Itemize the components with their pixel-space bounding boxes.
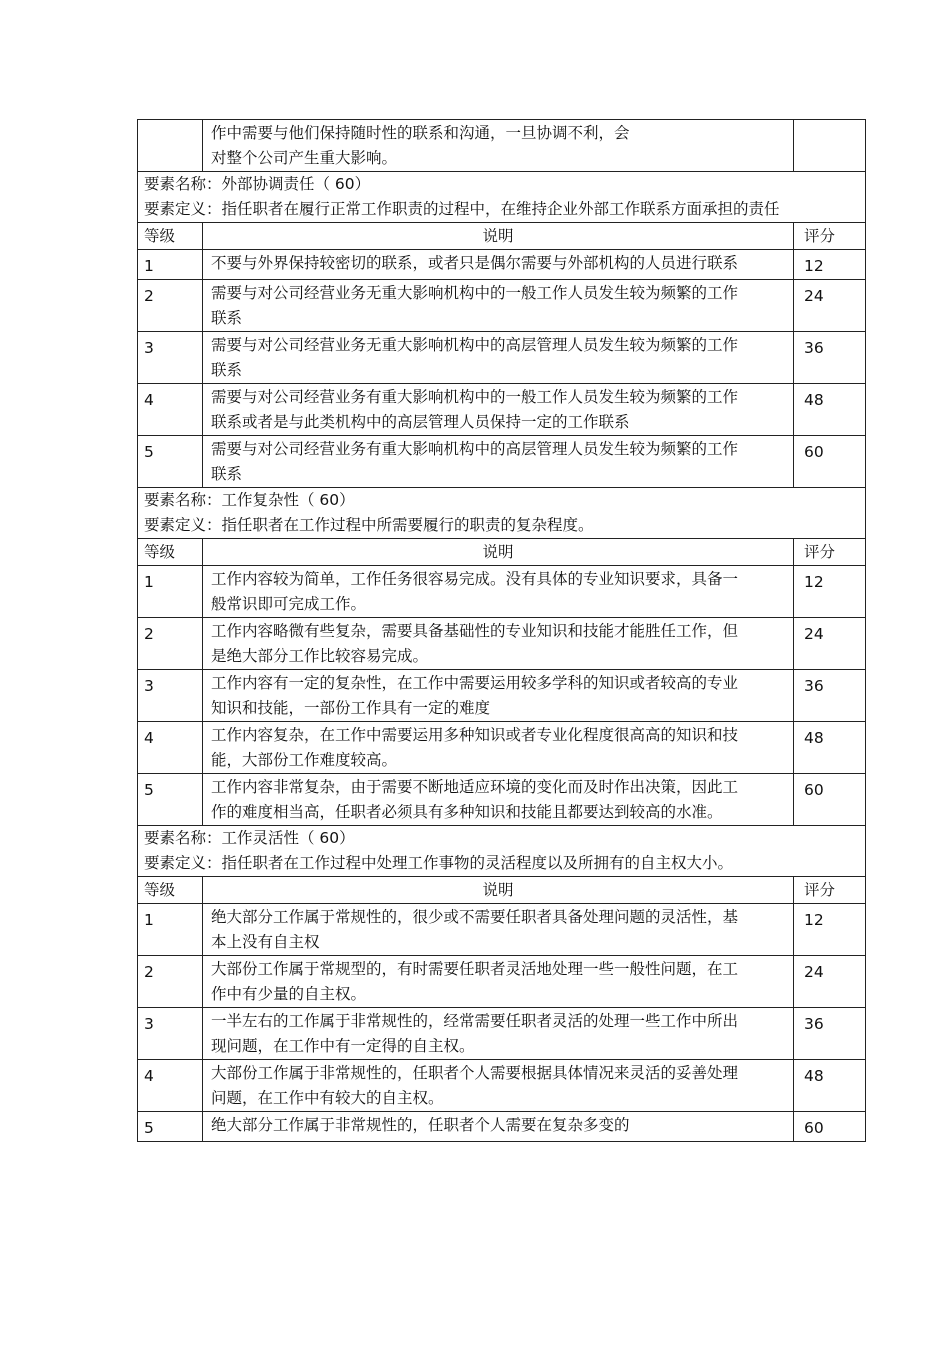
description-header: 说明 — [203, 223, 794, 250]
level-header: 等级 — [138, 223, 203, 250]
continued-line-1: 作中需要与他们保持随时性的联系和沟通，一旦协调不利，会 — [211, 124, 630, 142]
level-header: 等级 — [138, 877, 203, 904]
level-row — [138, 904, 866, 956]
description-cell: 工作内容略微有些复杂，需要具备基础性的专业知识和技能才能胜任工作，但是绝大部分工作比较容易完成。 — [203, 618, 794, 670]
description-cell: 工作内容较为简单，工作任务很容易完成。没有具体的专业知识要求，具备一般常识即可完成工作。 — [203, 566, 794, 618]
level-row — [138, 670, 866, 722]
continued-level-cell — [138, 120, 203, 172]
level-cell: 3 — [138, 670, 203, 722]
description-cell: 绝大部分工作属于常规性的，很少或不需要任职者具备处理问题的灵活性，基本上没有自主权 — [203, 904, 794, 956]
level-cell: 3 — [138, 332, 203, 384]
score-cell: 12 — [794, 250, 866, 280]
factor-info-cell — [138, 172, 866, 223]
score-cell: 60 — [794, 1112, 866, 1142]
continued-score-cell — [794, 120, 866, 172]
factor-name: 要素名称：工作复杂性（ 60） — [144, 491, 355, 509]
factor-info-cell — [138, 488, 866, 539]
description-cell: 需要与对公司经营业务有重大影响机构中的一般工作人员发生较为频繁的工作联系或者是与此类机构中的高层管理人员保持一定的工作联系 — [203, 384, 794, 436]
header-row — [138, 539, 866, 566]
level-cell: 1 — [138, 250, 203, 280]
description-cell: 工作内容复杂，在工作中需要运用多种知识或者专业化程度很高高的知识和技能，大部份工作难度较高。 — [203, 722, 794, 774]
level-row — [138, 384, 866, 436]
continued-line-2: 对整个公司产生重大影响。 — [211, 149, 398, 167]
level-cell: 5 — [138, 436, 203, 488]
score-header: 评分 — [794, 223, 866, 250]
score-cell: 12 — [794, 904, 866, 956]
level-cell: 5 — [138, 774, 203, 826]
level-row — [138, 1112, 866, 1142]
level-row — [138, 436, 866, 488]
factor-name: 要素名称：外部协调责任（ 60） — [144, 175, 371, 193]
score-cell: 24 — [794, 618, 866, 670]
score-cell: 12 — [794, 566, 866, 618]
level-row — [138, 280, 866, 332]
level-row — [138, 332, 866, 384]
description-cell: 工作内容有一定的复杂性，在工作中需要运用较多学科的知识或者较高的专业知识和技能，一部份工作具有一定的难度 — [203, 670, 794, 722]
level-row — [138, 774, 866, 826]
description-cell: 大部份工作属于非常规性的，任职者个人需要根据具体情况来灵活的妥善处理问题，在工作中有较大的自主权。 — [203, 1060, 794, 1112]
level-header: 等级 — [138, 539, 203, 566]
level-cell: 3 — [138, 1008, 203, 1060]
score-cell: 36 — [794, 670, 866, 722]
score-cell: 48 — [794, 1060, 866, 1112]
description-cell: 需要与对公司经营业务无重大影响机构中的高层管理人员发生较为频繁的工作联系 — [203, 332, 794, 384]
job-factor-table — [137, 119, 866, 1142]
description-header: 说明 — [203, 539, 794, 566]
description-cell: 大部份工作属于常规型的，有时需要任职者灵活地处理一些一般性问题，在工作中有少量的自主权。 — [203, 956, 794, 1008]
description-cell: 不要与外界保持较密切的联系，或者只是偶尔需要与外部机构的人员进行联系 — [203, 250, 794, 280]
description-cell: 一半左右的工作属于非常规性的，经常需要任职者灵活的处理一些工作中所出现问题，在工作中有一定得的自主权。 — [203, 1008, 794, 1060]
description-cell: 需要与对公司经营业务无重大影响机构中的一般工作人员发生较为频繁的工作联系 — [203, 280, 794, 332]
description-cell: 绝大部分工作属于非常规性的，任职者个人需要在复杂多变的 — [203, 1112, 794, 1142]
score-cell: 36 — [794, 332, 866, 384]
level-cell: 1 — [138, 904, 203, 956]
score-cell: 48 — [794, 722, 866, 774]
level-row — [138, 956, 866, 1008]
score-cell: 36 — [794, 1008, 866, 1060]
factor-definition: 要素定义：指任职者在工作过程中处理工作事物的灵活程度以及所拥有的自主权大小。 — [144, 854, 734, 872]
score-cell: 24 — [794, 280, 866, 332]
level-cell: 2 — [138, 956, 203, 1008]
score-cell: 60 — [794, 436, 866, 488]
factor-definition: 要素定义：指任职者在履行正常工作职责的过程中，在维持企业外部工作联系方面承担的责任 — [144, 200, 780, 218]
level-row — [138, 566, 866, 618]
header-row — [138, 223, 866, 250]
factor-name: 要素名称：工作灵活性（ 60） — [144, 829, 355, 847]
level-row — [138, 618, 866, 670]
score-cell: 60 — [794, 774, 866, 826]
description-cell: 需要与对公司经营业务有重大影响机构中的高层管理人员发生较为频繁的工作联系 — [203, 436, 794, 488]
level-cell: 4 — [138, 722, 203, 774]
score-cell: 24 — [794, 956, 866, 1008]
level-row — [138, 1008, 866, 1060]
factor-info-row — [138, 826, 866, 877]
description-header: 说明 — [203, 877, 794, 904]
level-cell: 2 — [138, 618, 203, 670]
continued-row — [138, 120, 866, 172]
factor-info-row — [138, 488, 866, 539]
level-row — [138, 1060, 866, 1112]
continued-description-cell — [203, 120, 794, 172]
score-header: 评分 — [794, 539, 866, 566]
evaluation-table-sheet — [137, 119, 836, 1142]
score-header: 评分 — [794, 877, 866, 904]
factor-info-row — [138, 172, 866, 223]
level-cell: 2 — [138, 280, 203, 332]
level-cell: 5 — [138, 1112, 203, 1142]
description-cell: 工作内容非常复杂，由于需要不断地适应环境的变化而及时作出决策，因此工作的难度相当高，任职者必须具有多种知识和技能且都要达到较高的水准。 — [203, 774, 794, 826]
level-cell: 1 — [138, 566, 203, 618]
level-cell: 4 — [138, 1060, 203, 1112]
level-row — [138, 722, 866, 774]
header-row — [138, 877, 866, 904]
level-row — [138, 250, 866, 280]
level-cell: 4 — [138, 384, 203, 436]
score-cell: 48 — [794, 384, 866, 436]
factor-definition: 要素定义：指任职者在工作过程中所需要履行的职责的复杂程度。 — [144, 516, 594, 534]
factor-info-cell — [138, 826, 866, 877]
